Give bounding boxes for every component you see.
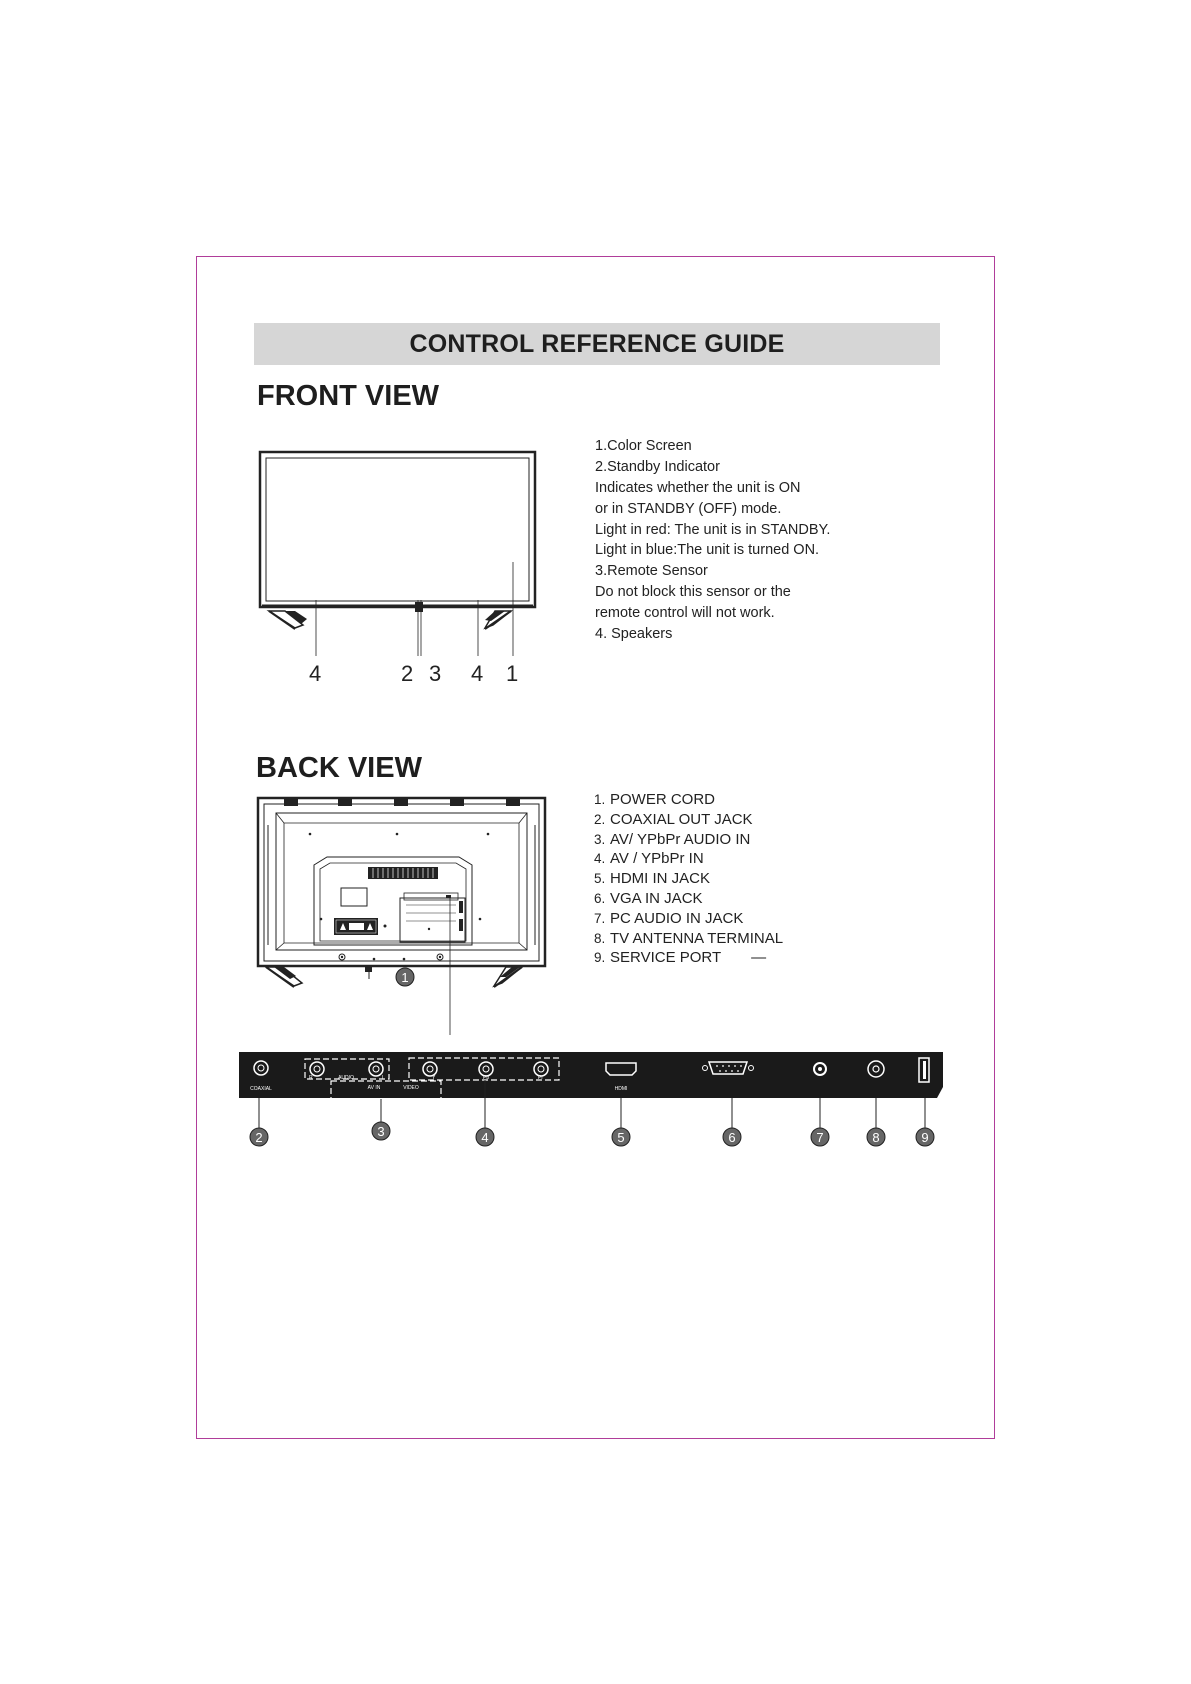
panel-callout-9: 9 [921,1130,929,1145]
back-item-label: POWER CORD [610,791,715,808]
back-item [594,830,894,850]
back-item-num: 4. [594,851,606,867]
service-port-mark: — [751,949,767,967]
front-callout-4b: 4 [471,661,484,686]
front-callout-4a: 4 [309,661,322,686]
back-item-num: 5. [594,871,606,887]
back-view-heading: BACK VIEW [256,752,422,784]
hdmi-label: HDMI [614,1086,628,1092]
page-title: CONTROL REFERENCE GUIDE [409,329,785,358]
panel-callout-6: 6 [728,1130,736,1145]
title-bar [254,323,940,365]
back-item-num: 6. [594,890,606,906]
back-item [594,849,894,869]
back-item-num: 2. [594,811,606,827]
front-view-tv-diagram [255,448,545,693]
back-item-num: 8. [594,930,606,946]
back-item-label: AV/ YPbPr AUDIO IN [610,830,751,848]
front-callout-2: 2 [401,661,414,686]
front-desc-line: Do not block this sensor or the [595,584,791,601]
panel-callout-8: 8 [872,1130,880,1145]
connector-panel-diagram [239,1051,944,1151]
back-view-tv-diagram [254,795,554,1035]
pr-label: Pr [538,1075,543,1081]
panel-callout-2: 2 [255,1130,263,1145]
front-view-heading: FRONT VIEW [257,380,440,412]
front-callout-1: 1 [506,661,519,686]
front-desc-line: 1.Color Screen [595,438,692,454]
back-item-label: TV ANTENNA TERMINAL [610,929,784,947]
front-desc-line: or in STANDBY (OFF) mode. [595,500,782,517]
front-desc-line: 4. Speakers [595,626,673,643]
front-desc-line: 2.Standby Indicator [595,458,720,475]
back-item-label: VGA IN JACK [610,889,703,907]
video-label: VIDEO [403,1085,419,1091]
panel-callout-3: 3 [377,1124,385,1139]
back-item-num: 3. [594,831,606,847]
audio-r-label: R [309,1075,313,1081]
back-item-label: SERVICE PORT [610,949,722,967]
back-item-label: HDMI IN JACK [610,870,711,888]
coaxial-label: COAXIAL [250,1086,272,1092]
back-item [594,909,894,929]
audio-label: AUDIO [338,1075,354,1081]
panel-callout-4: 4 [481,1130,489,1145]
back-item-label: AV / YPbPr IN [610,850,704,868]
av-in-label: AV IN [367,1085,381,1091]
back-item [594,889,894,909]
back-view-items [594,790,894,968]
back-item [594,929,894,949]
audio-l-label: L [382,1075,385,1081]
back-item [594,810,894,830]
front-desc-line: Indicates whether the unit is ON [595,479,801,496]
pb-label: Pb [483,1075,490,1081]
front-desc-line: 3.Remote Sensor [595,563,708,580]
back-item-label: PC AUDIO IN JACK [610,909,744,927]
front-desc-line: Light in red: The unit is in STANDBY. [595,521,831,538]
front-callout-3: 3 [429,661,442,686]
y-label: Y [432,1075,436,1081]
panel-callout-7: 7 [816,1130,824,1145]
back-item-num: 1. [594,792,606,807]
back-item-num: 7. [594,910,606,926]
back-item [594,869,894,889]
front-view-descriptions [595,436,895,645]
front-desc-line: Light in blue:The unit is turned ON. [595,542,820,559]
back-item-num: 9. [594,950,606,966]
back-callout-1: 1 [401,970,409,985]
back-item-label: COAXIAL OUT JACK [610,810,753,828]
back-item [594,790,894,810]
front-desc-line: remote control will not work. [595,605,775,622]
panel-callout-5: 5 [617,1130,625,1145]
back-item [594,948,894,968]
